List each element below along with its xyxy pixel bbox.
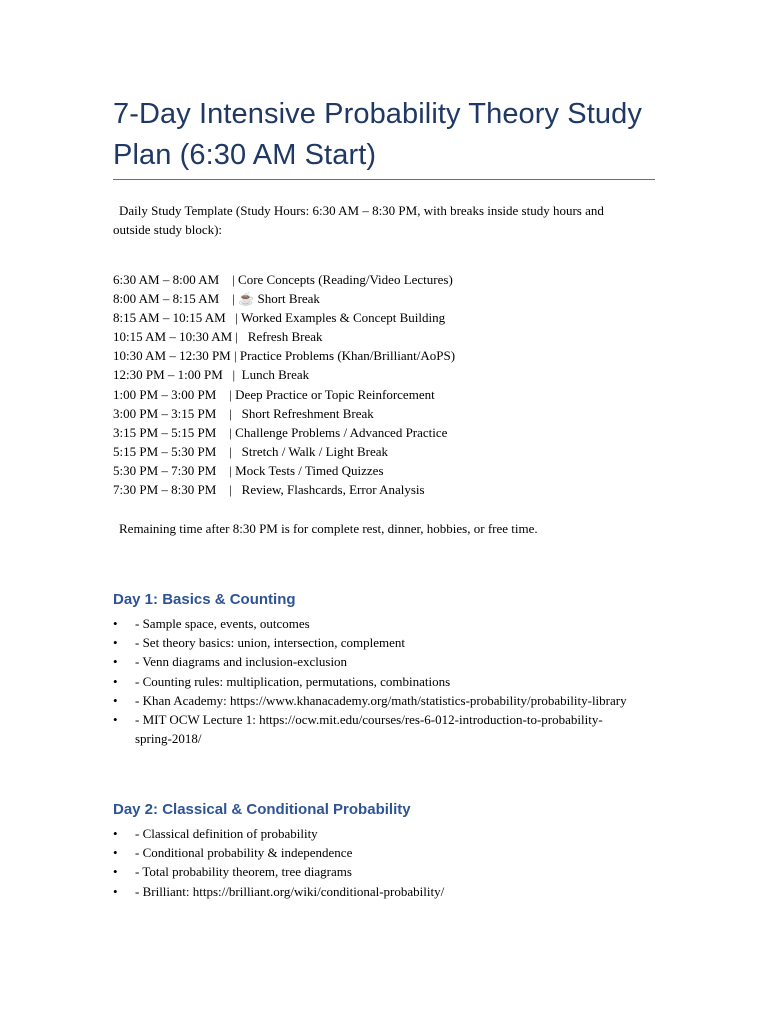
bullet-icon: • xyxy=(113,654,118,670)
day-1-list xyxy=(113,614,633,748)
daily-schedule xyxy=(113,270,633,499)
list-item xyxy=(113,672,633,691)
schedule-row: 8:15 AM – 10:15 AM | Worked Examples & Concept Building xyxy=(113,310,446,326)
bullet-icon: • xyxy=(113,883,118,899)
list-item xyxy=(113,862,633,881)
day-1-heading: Day 1: Basics & Counting xyxy=(113,591,296,608)
list-item xyxy=(113,652,633,671)
list-item xyxy=(113,614,633,633)
day-2-heading: Day 2: Classical & Conditional Probability xyxy=(113,801,411,818)
schedule-row: 10:15 AM – 10:30 AM | Refresh Break xyxy=(113,329,323,345)
list-item-text: - Brilliant: https://brilliant.org/wiki/conditional-probability/ xyxy=(135,883,445,899)
bullet-icon: • xyxy=(113,692,118,708)
list-item-text: - MIT OCW Lecture 1: https://ocw.mit.edu/courses/res-6-012-introduction-to-probability-spring-2018/ xyxy=(135,712,603,747)
bullet-icon: • xyxy=(113,616,118,631)
title-underline xyxy=(113,179,655,180)
schedule-row: 3:00 PM – 3:15 PM | Short Refreshment Break xyxy=(113,405,374,421)
list-item-text: - Classical definition of probability xyxy=(135,826,318,841)
schedule-row: 3:15 PM – 5:15 PM | Challenge Problems / Advanced Practice xyxy=(113,424,448,440)
document-title: 7-Day Intensive Probability Theory Study Plan (6:30 AM Start) xyxy=(113,98,642,171)
day-2-list xyxy=(113,824,633,901)
list-item-text: - Set theory basics: union, intersection, complement xyxy=(135,635,406,651)
list-item-text: - Venn diagrams and inclusion-exclusion xyxy=(135,654,348,670)
bullet-icon: • xyxy=(113,673,118,689)
schedule-row: 1:00 PM – 3:00 PM | Deep Practice or Topic Reinforcement xyxy=(113,386,435,402)
list-item xyxy=(113,710,633,748)
schedule-row: 8:00 AM – 8:15 AM | ☕ Short Break xyxy=(113,291,320,307)
schedule-row: 7:30 PM – 8:30 PM | Review, Flashcards, Error Analysis xyxy=(113,482,425,498)
list-item xyxy=(113,843,633,862)
intro-paragraph: Daily Study Template (Study Hours: 6:30 AM – 8:30 PM, with breaks inside study hours and outside study block): xyxy=(113,203,604,237)
list-item-text: - Total probability theorem, tree diagrams xyxy=(135,864,352,880)
list-item-text: - Counting rules: multiplication, permutations, combinations xyxy=(135,673,451,689)
schedule-row: 5:15 PM – 5:30 PM | Stretch / Walk / Light Break xyxy=(113,443,389,459)
schedule-row: 6:30 AM – 8:00 AM | Core Concepts (Reading/Video Lectures) xyxy=(113,272,453,287)
bullet-icon: • xyxy=(113,712,118,728)
bullet-icon: • xyxy=(113,635,118,651)
bullet-icon: • xyxy=(113,826,118,841)
schedule-row: 5:30 PM – 7:30 PM | Mock Tests / Timed Quizzes xyxy=(113,462,384,478)
list-item xyxy=(113,824,633,843)
list-item-text: - Sample space, events, outcomes xyxy=(135,616,310,631)
bullet-icon: • xyxy=(113,864,118,880)
list-item xyxy=(113,633,633,652)
remaining-time-note: Remaining time after 8:30 PM is for complete rest, dinner, hobbies, or free time. xyxy=(119,521,538,536)
list-item-text: - Conditional probability & independence xyxy=(135,845,353,861)
list-item xyxy=(113,691,633,710)
schedule-row: 10:30 AM – 12:30 PM | Practice Problems (Khan/Brilliant/AoPS) xyxy=(113,348,456,364)
bullet-icon: • xyxy=(113,845,118,861)
schedule-row: 12:30 PM – 1:00 PM | Lunch Break xyxy=(113,367,310,383)
list-item xyxy=(113,882,633,901)
list-item-text: - Khan Academy: https://www.khanacademy.org/math/statistics-probability/probability-library xyxy=(135,692,627,708)
